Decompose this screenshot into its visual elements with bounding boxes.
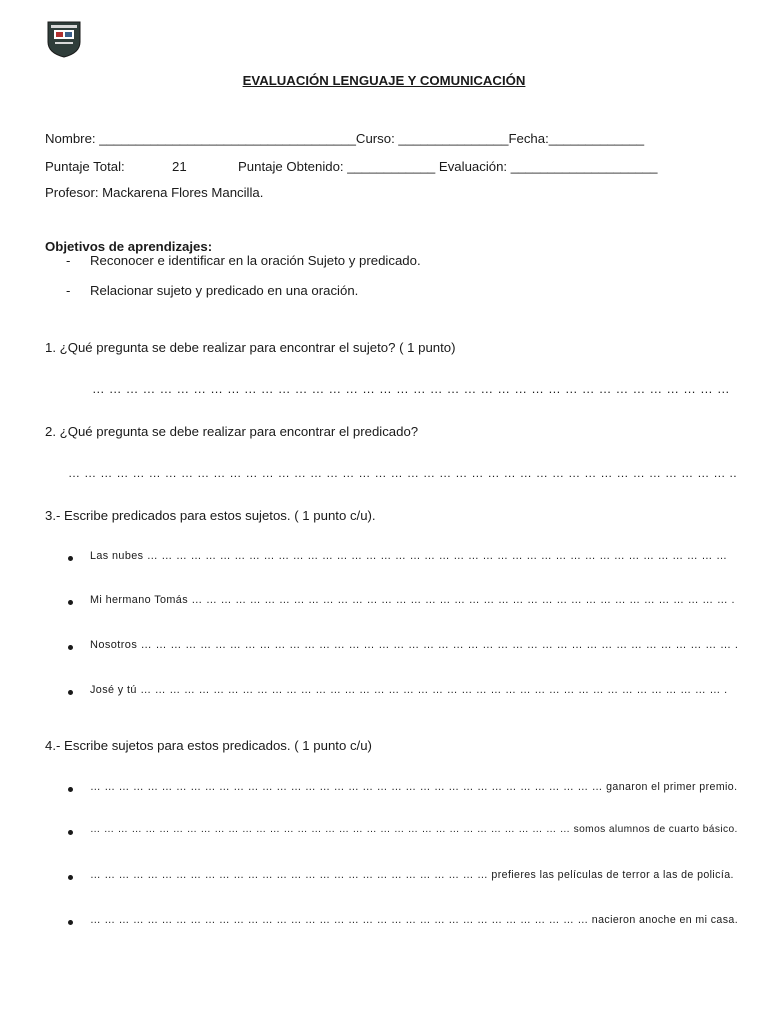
- puntaje-obtenido-line: Puntaje Obtenido: ____________ Evaluación: ____________________: [238, 159, 658, 174]
- q3-item: Nosotros … … … … … … … … … … … … … … … … … … … … … … … … … … … … … … … … … … … … … … … … .: [90, 639, 739, 651]
- q3-item: Mi hermano Tomás … … … … … … … … … … … … … … … … … … … … … … … … … … … … … … … … … … … … … .: [90, 594, 735, 606]
- q4-item: … … … … … … … … … … … … … … … … … … … … … … … … … … … … … … … … … … … somos alumnos de cuarto básico.: [90, 824, 738, 835]
- q4-item: … … … … … … … … … … … … … … … … … … … … … … … … … … … … … … … … … … … nacieron anoche en mi casa.: [90, 914, 739, 926]
- objective-bullet: -: [66, 253, 71, 268]
- puntaje-total-label: Puntaje Total:: [45, 159, 125, 174]
- bullet-icon: [68, 920, 73, 925]
- question-3: 3.- Escribe predicados para estos sujetos. ( 1 punto c/u).: [45, 508, 376, 523]
- bullet-icon: [68, 830, 73, 835]
- bullet-icon: [68, 690, 73, 695]
- q3-item: Las nubes … … … … … … … … … … … … … … … … … … … … … … … … … … … … … … … … … … … … … … … …: [90, 550, 728, 562]
- answer-line-2: … … … … … … … … … … … … … … … … … … … … … … … … … … … … … … … … … … … … … … … … … ..: [68, 466, 737, 480]
- question-2: 2. ¿Qué pregunta se debe realizar para encontrar el predicado?: [45, 424, 419, 439]
- objective-bullet: -: [66, 283, 71, 298]
- bullet-icon: [68, 875, 73, 880]
- question-1: 1. ¿Qué pregunta se debe realizar para encontrar el sujeto? ( 1 punto): [45, 340, 456, 355]
- answer-line-1: … … … … … … … … … … … … … … … … … … … … … … … … … … … … … … … … … … … … … …: [92, 382, 731, 396]
- school-crest-logo: [46, 20, 82, 58]
- teacher-name: Profesor: Mackarena Flores Mancilla.: [45, 185, 264, 200]
- student-info-line: Nombre: ___________________________________Curso: _______________Fecha:_____________: [45, 131, 645, 146]
- objective-item: Reconocer e identificar en la oración Sujeto y predicado.: [90, 253, 421, 268]
- bullet-icon: [68, 600, 73, 605]
- q4-item: … … … … … … … … … … … … … … … … … … … … … … … … … … … … … … … … … … … … ganaron el primer premio.: [90, 781, 738, 793]
- bullet-icon: [68, 645, 73, 650]
- q3-item: José y tú … … … … … … … … … … … … … … … … … … … … … … … … … … … … … … … … … … … … … … … … .: [90, 684, 728, 696]
- puntaje-total-value: 21: [172, 159, 187, 174]
- bullet-icon: [68, 787, 73, 792]
- page-title: EVALUACIÓN LENGUAJE Y COMUNICACIÓN: [242, 73, 526, 88]
- question-4: 4.- Escribe sujetos para estos predicados. ( 1 punto c/u): [45, 738, 372, 753]
- objective-item: Relacionar sujeto y predicado en una oración.: [90, 283, 359, 298]
- bullet-icon: [68, 556, 73, 561]
- q4-item: … … … … … … … … … … … … … … … … … … … … … … … … … … … … prefieres las películas de terror a las de policía.: [90, 869, 734, 881]
- objectives-heading: Objetivos de aprendizajes:: [45, 239, 213, 254]
